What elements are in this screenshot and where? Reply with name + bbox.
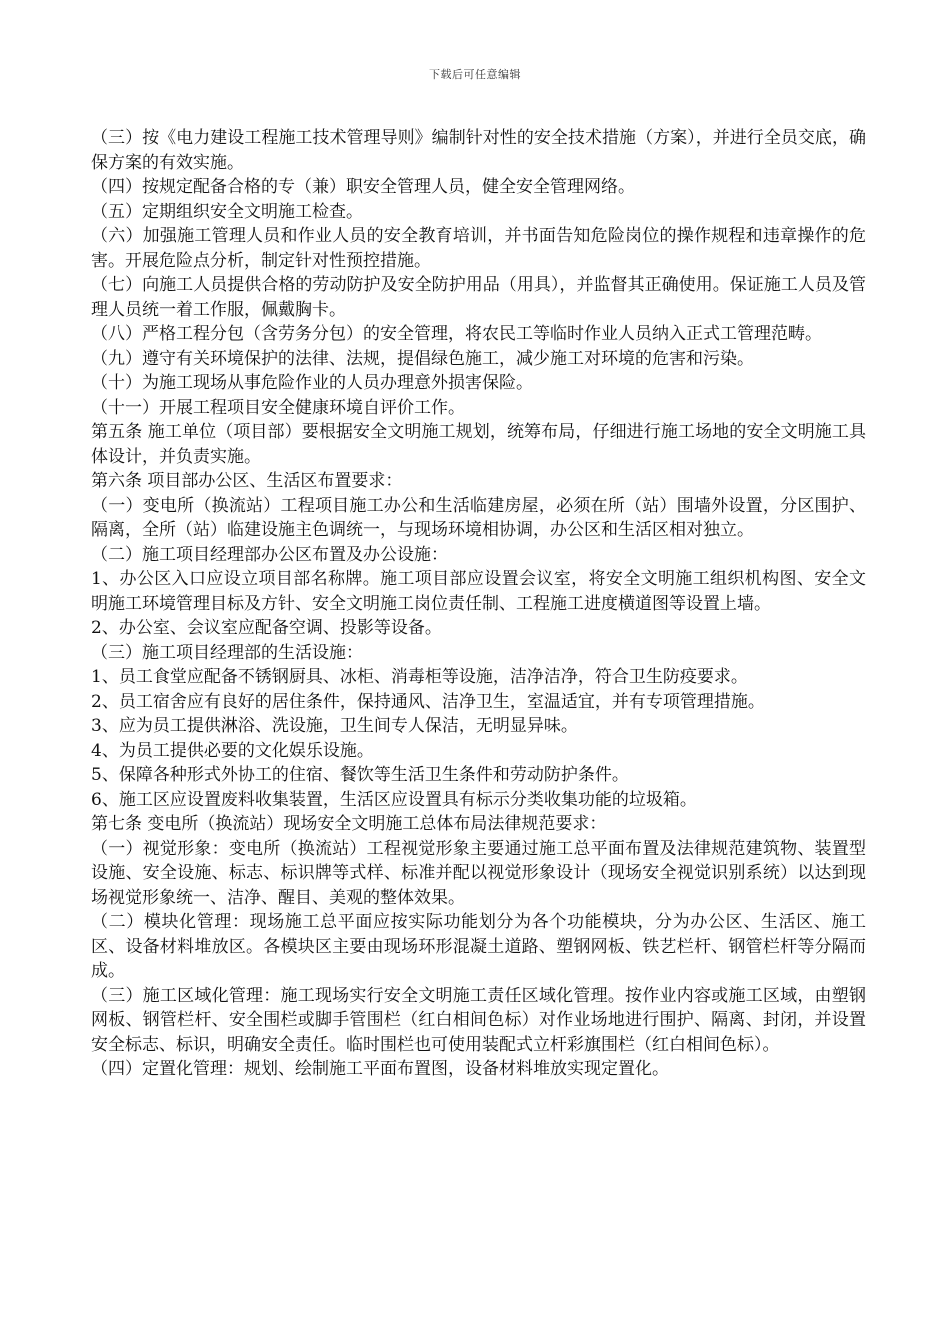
paragraph: 3、应为员工提供淋浴、洗设施，卫生间专人保洁，无明显异味。 <box>91 716 578 736</box>
paragraph: （三）施工区域化管理：施工现场实行安全文明施工责任区域化管理。按作业内容或施工区域，由塑钢网板、钢管栏杆、安全围栏或脚手管围栏（红白相间色标）对作业场地进行围护、隔离、封闭，并设置安全标志、标识，明确安全责任。临时围栏也可使用装配式立杆彩旗围栏（红白相间色标）。 <box>91 985 866 1055</box>
document-body <box>91 126 866 1082</box>
paragraph: （十一）开展工程项目安全健康环境自评价工作。 <box>91 397 465 418</box>
paragraph: 2、员工宿舍应有良好的居住条件，保持通风、洁净卫生，室温适宜，并有专项管理措施。 <box>91 691 765 712</box>
paragraph: 5、保障各种形式外协工的住宿、餐饮等生活卫生条件和劳动防护条件。 <box>91 765 629 785</box>
article-heading: 第六条 项目部办公区、生活区布置要求： <box>91 471 403 491</box>
paragraph: （四）定置化管理：规划、绘制施工平面布置图，设备材料堆放实现定置化。 <box>91 1059 669 1079</box>
paragraph: （三）按《电力建设工程施工技术管理导则》编制针对性的安全技术措施（方案），并进行全员交底，确保方案的有效实施。 <box>91 128 866 173</box>
paragraph: （四）按规定配备合格的专（兼）职安全管理人员，健全安全管理网络。 <box>91 177 635 197</box>
paragraph: （二）模块化管理：现场施工总平面应按实际功能划分为各个功能模块，分为办公区、生活区、施工区、设备材料堆放区。各模块区主要由现场环形混凝土道路、塑钢网板、铁艺栏杆、钢管栏杆等分隔而成。 <box>91 912 866 981</box>
paragraph: （十）为施工现场从事危险作业的人员办理意外损害保险。 <box>91 373 533 393</box>
paragraph: 6、施工区应设置废料收集装置，生活区应设置具有标示分类收集功能的垃圾箱。 <box>91 789 697 810</box>
article-heading: 第七条 变电所（换流站）现场安全文明施工总体布局法律规范要求： <box>91 814 607 834</box>
paragraph: （一）变电所（换流站）工程项目施工办公和生活临建房屋，必须在所（站）围墙外设置，分区围护、隔离，全所（站）临建设施主色调统一，与现场环境相协调，办公区和生活区相对独立。 <box>91 495 866 540</box>
paragraph: （五）定期组织安全文明施工检查。 <box>91 201 363 222</box>
paragraph: （七）向施工人员提供合格的劳动防护及安全防护用品（用具），并监督其正确使用。保证施工人员及管理人员统一着工作服，佩戴胸卡。 <box>91 275 866 320</box>
paragraph: 2、办公室、会议室应配备空调、投影等设备。 <box>91 618 442 638</box>
paragraph: 4、为员工提供必要的文化娱乐设施。 <box>91 740 374 761</box>
paragraph: （六）加强施工管理人员和作业人员的安全教育培训，并书面告知危险岗位的操作规程和违章操作的危害。开展危险点分析，制定针对性预控措施。 <box>91 226 866 271</box>
article-heading: 第五条 施工单位（项目部）要根据安全文明施工规划，统筹布局，仔细进行施工场地的安全文明施工具体设计，并负责实施。 <box>91 422 866 467</box>
paragraph: 1、办公区入口应设立项目部名称牌。施工项目部应设置会议室，将安全文明施工组织机构图、安全文明施工环境管理目标及方针、安全文明施工岗位责任制、工程施工进度横道图等设置上墙。 <box>91 569 866 614</box>
paragraph: 1、员工食堂应配备不锈钢厨具、冰柜、消毒柜等设施，洁净洁净，符合卫生防疫要求。 <box>91 667 748 687</box>
paragraph: （一）视觉形象：变电所（换流站）工程视觉形象主要通过施工总平面布置及法律规范建筑物、装置型设施、安全设施、标志、标识牌等式样、标准并配以视觉形象设计（现场安全视觉识别系统）以达到现场视觉形象统一、洁净、醒目、美观的整体效果。 <box>91 838 866 908</box>
paragraph: （九）遵守有关环境保护的法律、法规，提倡绿色施工，减少施工对环境的危害和污染。 <box>91 348 754 369</box>
page-header: 下载后可任意编辑 <box>429 68 521 81</box>
paragraph: （三）施工项目经理部的生活设施： <box>91 642 363 663</box>
paragraph: （二）施工项目经理部办公区布置及办公设施： <box>91 544 448 565</box>
paragraph: （八）严格工程分包（含劳务分包）的安全管理，将农民工等临时作业人员纳入正式工管理范畴。 <box>91 324 822 344</box>
